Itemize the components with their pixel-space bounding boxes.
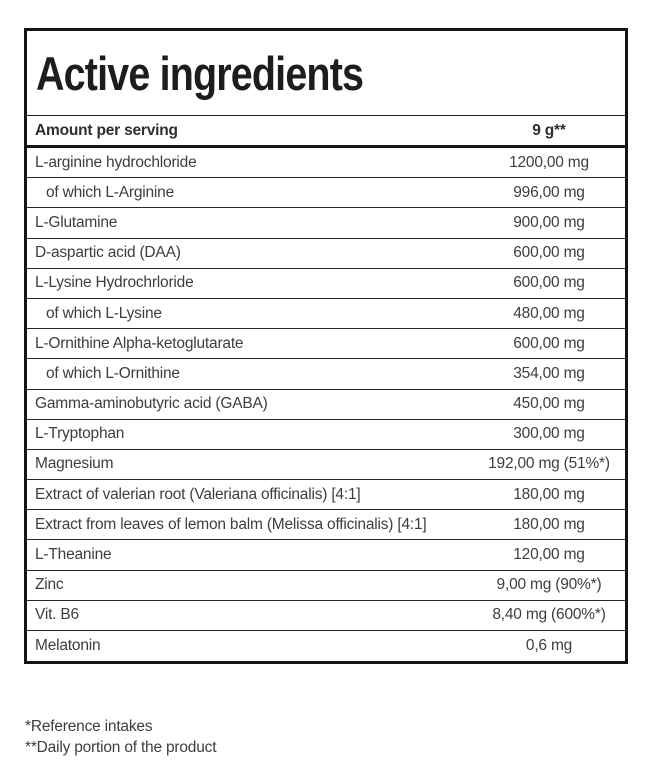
table-row [27,299,625,329]
row-label: L-Lysine Hydrochrloride [35,274,194,292]
row-label: D-aspartic acid (DAA) [35,244,181,262]
row-value: 900,00 mg [513,213,585,231]
row-label: L-Glutamine [35,213,118,231]
table-row [27,269,625,299]
row-value: 192,00 mg (51%*) [488,455,610,473]
row-label: Vit. B6 [35,606,79,624]
table-row [27,329,625,359]
row-label: of which L-Lysine [46,304,162,322]
table-row [27,601,625,631]
row-value: 480,00 mg [513,304,585,322]
row-value: 9,00 mg (90%*) [496,576,602,594]
table-row [27,631,625,661]
row-value: 300,00 mg [513,425,585,443]
table-row [27,510,625,540]
row-label: Gamma-aminobutyric acid (GABA) [35,395,268,413]
row-label: Zinc [35,576,64,594]
row-label: of which L-Ornithine [46,364,180,382]
table-header-row [27,116,625,148]
table-row [27,571,625,601]
row-value: 600,00 mg [513,274,585,292]
table-row [27,178,625,208]
footnotes [25,716,216,758]
table-row [27,390,625,420]
table-row [27,450,625,480]
row-value: 450,00 mg [513,395,585,413]
row-value: 600,00 mg [513,244,585,262]
page-title: Active ingredients [36,46,364,100]
row-value: 120,00 mg [513,546,585,564]
row-label: Melatonin [35,637,101,655]
ingredients-panel [24,28,628,664]
row-value: 0,6 mg [525,637,573,655]
row-label: L-Tryptophan [35,425,125,443]
rows-container [27,148,625,661]
row-label: Extract from leaves of lemon balm (Melissa officinalis) [4:1] [35,515,427,533]
panel-title-block [27,31,625,116]
row-value: 8,40 mg (600%*) [492,606,606,624]
header-label: Amount per serving [35,121,178,139]
row-label: Extract of valerian root (Valeriana officinalis) [4:1] [35,485,361,503]
row-value: 180,00 mg [513,485,585,503]
table-row [27,540,625,570]
row-value: 180,00 mg [513,515,585,533]
row-label: L-arginine hydrochloride [35,153,197,171]
footnote-reference-intakes: *Reference intakes [25,718,153,735]
table-row [27,148,625,178]
row-value: 354,00 mg [513,364,585,382]
table-row [27,208,625,238]
table-row [27,480,625,510]
header-value: 9 g** [532,121,566,139]
row-label: L-Theanine [35,546,112,564]
row-value: 600,00 mg [513,334,585,352]
row-label: Magnesium [35,455,114,473]
row-value: 996,00 mg [513,183,585,201]
table-row [27,420,625,450]
row-label: of which L-Arginine [46,183,175,201]
row-label: L-Ornithine Alpha-ketoglutarate [35,334,244,352]
table-row [27,359,625,389]
row-value: 1200,00 mg [509,153,589,171]
footnote-daily-portion: **Daily portion of the product [25,739,217,756]
table-row [27,239,625,269]
